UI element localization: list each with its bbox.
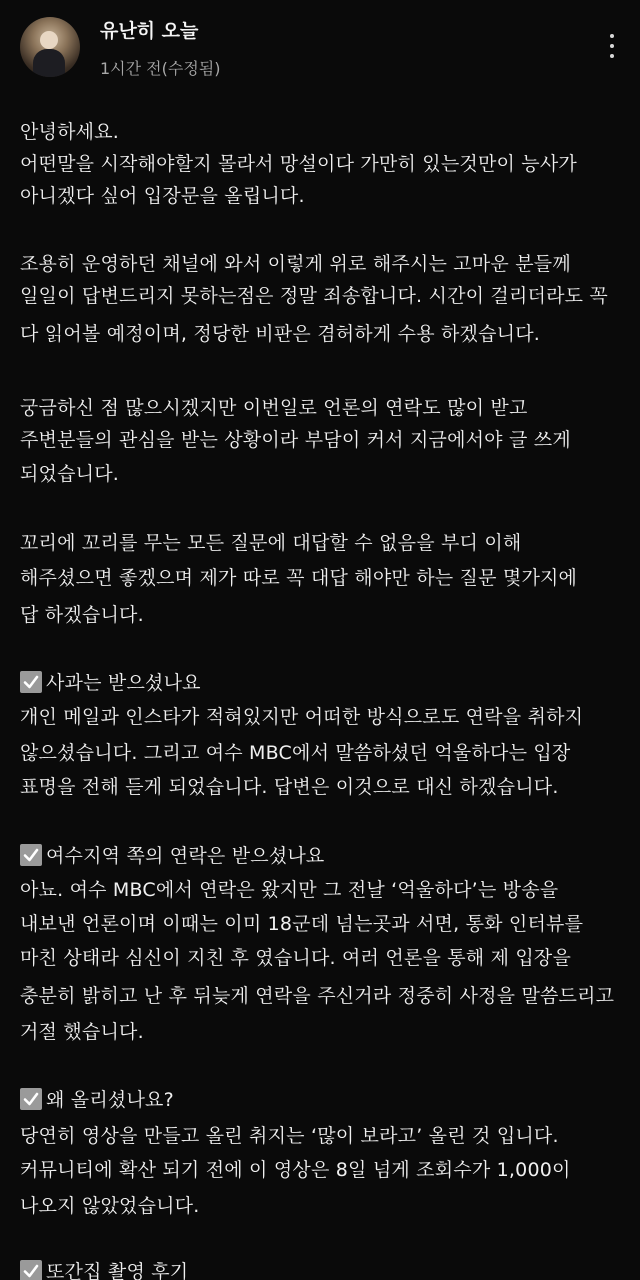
post-text-line: 궁금하신 점 많으시겠지만 이번일로 언론의 연락도 많이 받고 [20,397,528,419]
check-mark-icon [20,1088,42,1110]
more-vertical-icon[interactable] [604,34,620,64]
post-text-line: 내보낸 언론이며 이때는 이미 18군데 넘는곳과 서면, 통화 인터뷰를 [20,913,584,935]
section-heading-text: 여수지역 쪽의 연락은 받으셨나요 [46,845,325,867]
post-text-line: 마친 상태라 심신이 지친 후 였습니다. 여러 언론을 통해 제 입장을 [20,947,572,969]
post-text-line: 거절 했습니다. [20,1021,144,1043]
section-heading [20,843,324,869]
check-mark-icon [20,671,42,693]
post-text-line: 답 하겠습니다. [20,604,144,626]
post-text-line: 충분히 밝히고 난 후 뒤늦게 연락을 주신거라 정중히 사정을 말씀드리고 [20,985,615,1007]
check-mark-icon [20,1260,42,1280]
post-text-line: 표명을 전해 듣게 되었습니다. 답변은 이것으로 대신 하겠습니다. [20,776,559,798]
avatar-body [33,49,65,77]
post-text-line: 해주셨으면 좋겠으며 제가 따로 꼭 대답 해야만 하는 질문 몇가지에 [20,567,578,589]
post-timestamp: 1시간 전(수정됨) [100,59,221,78]
post-text-line: 어떤말을 시작해야할지 몰라서 망설이다 가만히 있는것만이 능사가 [20,153,577,175]
post-text-line: 커뮤니티에 확산 되기 전에 이 영상은 8일 넘게 조회수가 1,000이 [20,1159,571,1181]
avatar-face [40,31,58,49]
section-heading-text: 사과는 받으셨나요 [46,672,201,694]
post-text-line: 주변분들의 관심을 받는 상황이라 부담이 커서 지금에서야 글 쓰게 [20,429,571,451]
post-text-line: 않으셨습니다. 그리고 여수 MBC에서 말씀하셨던 억울하다는 입장 [20,742,571,764]
section-heading-text: 또간집 촬영 후기 [46,1261,189,1280]
post-text-line: 다 읽어볼 예정이며, 정당한 비판은 겸허하게 수용 하겠습니다. [20,323,541,345]
check-mark-icon [20,844,42,866]
post-text-line: 아니겠다 싶어 입장문을 올립니다. [20,185,305,207]
post-text-line: 개인 메일과 인스타가 적혀있지만 어떠한 방식으로도 연락을 취하지 [20,706,584,728]
post-text-line: 나오지 않았었습니다. [20,1195,200,1217]
avatar[interactable] [20,17,80,77]
post-text-line: 당연히 영상을 만들고 올린 취지는 ‘많이 보라고’ 올린 것 입니다. [20,1125,559,1147]
post-header [0,0,640,100]
post-text-line: 안녕하세요. [20,121,120,143]
post-text-line: 되었습니다. [20,463,120,485]
post-text-line: 일일이 답변드리지 못하는점은 정말 죄송합니다. 시간이 걸리더라도 꼭 [20,285,608,307]
author-name[interactable]: 유난히 오늘 [100,20,199,42]
section-heading [20,1259,188,1280]
post-text-line: 조용히 운영하던 채널에 와서 이렇게 위로 해주시는 고마운 분들께 [20,253,571,275]
section-heading-text: 왜 올리셨나요? [46,1089,174,1111]
post-text-line: 아뇨. 여수 MBC에서 연락은 왔지만 그 전날 ‘억울하다’는 방송을 [20,879,559,901]
post-text-line: 꼬리에 꼬리를 무는 모든 질문에 대답할 수 없음을 부디 이해 [20,532,522,554]
section-heading [20,1087,174,1113]
section-heading [20,670,201,696]
